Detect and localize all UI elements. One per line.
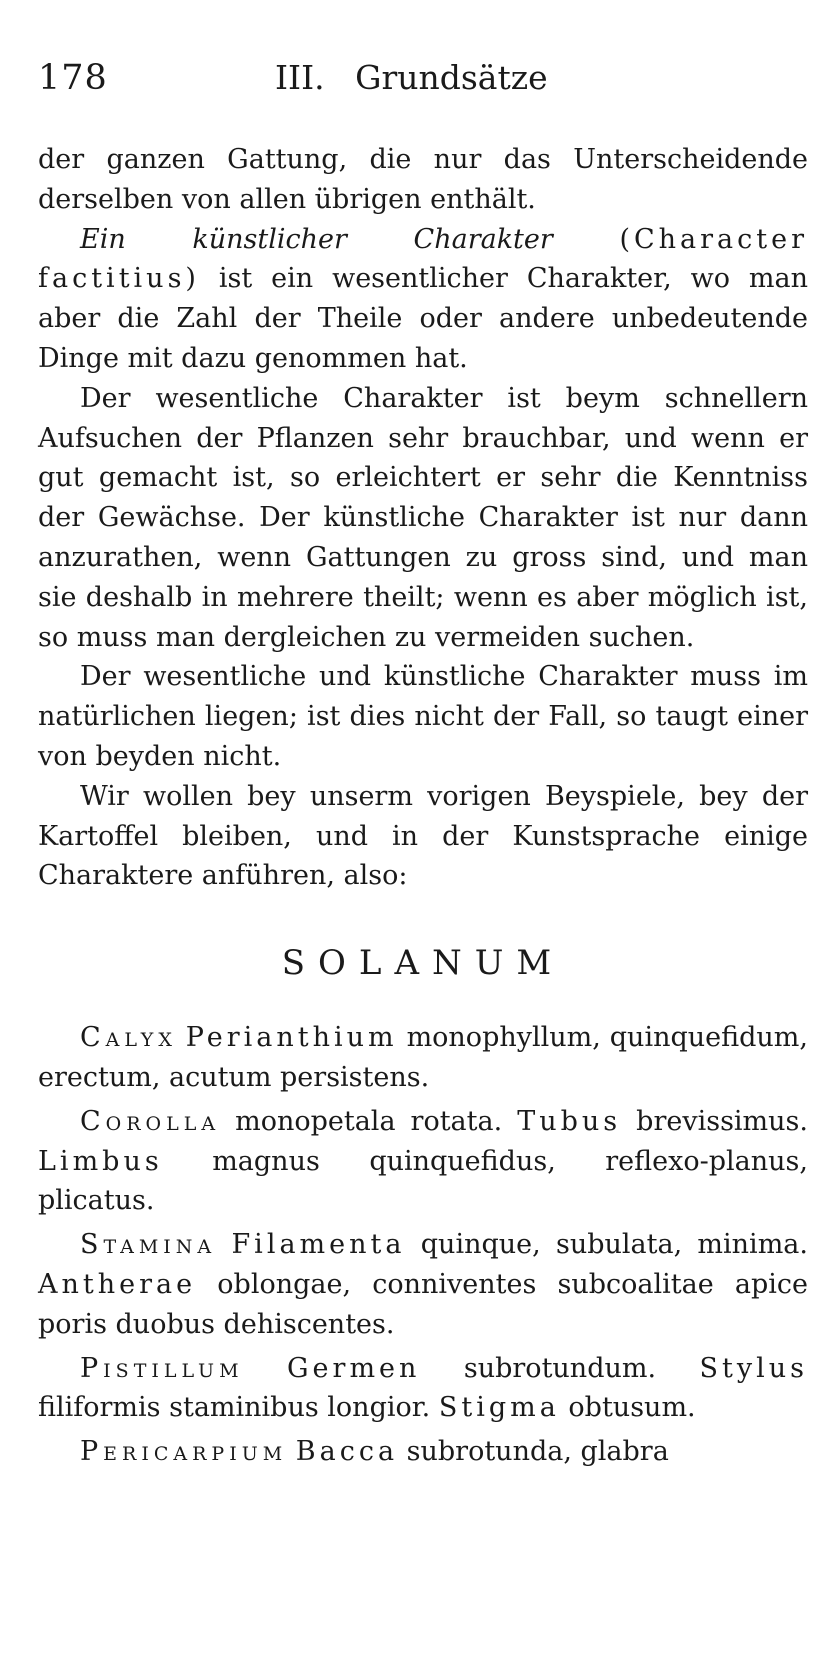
- pistillum-text-3: obtusum.: [568, 1392, 696, 1424]
- stamina-text-2: oblongae, conniventes subcoalitae apice poris duobus dehiscentes.: [38, 1268, 808, 1340]
- paragraph-essential-character: Der wesentliche Charakter ist beym schnellern Aufsuchen der Pflanzen sehr brauchbar, und wenn er gut gemacht ist, so erleichtert er sehr die Kenntniss der Gewächse. Der künstliche Charakter ist nur dann anzurathen, wenn Gattungen zu gross sind, und man sie deshalb in mehrere theilt; wenn es aber möglich ist, so muss man dergleichen zu vermeiden suchen.: [38, 382, 808, 653]
- section-heading: SOLANUM: [281, 943, 565, 984]
- stamina-text-1: quinque, subulata, minima.: [420, 1229, 808, 1261]
- page-header: [38, 58, 808, 108]
- term-stigma: Stigma: [438, 1392, 560, 1424]
- term-tubus: Tubus: [517, 1105, 622, 1137]
- term-antherae: Antherae: [38, 1268, 197, 1300]
- description-corolla: [38, 1102, 808, 1221]
- paragraph-text: ist ein wesentlicher Charakter, wo man aber die Zahl der Theile oder andere unbedeutende Dinge mit dazu genommen hat.: [38, 263, 808, 374]
- term-filamenta: Filamenta: [231, 1229, 406, 1261]
- latin-term: (Character factitius): [38, 223, 808, 295]
- pistillum-text-2: filiformis staminibus longior.: [38, 1392, 431, 1424]
- description-pistillum: [38, 1349, 808, 1429]
- pericarpium-text: subrotunda, glabra: [406, 1436, 669, 1468]
- label-pistillum: Pistillum: [80, 1352, 244, 1384]
- paragraph-artificial-character: [38, 220, 808, 379]
- corolla-text-3: magnus quinquefidus, reflexo-planus, plicatus.: [38, 1145, 808, 1217]
- paragraph-example-intro: Wir wollen bey unserm vorigen Beyspiele, bey der Kartoffel bleiben, und in der Kunstsprache einige Charaktere anführen, also:: [38, 780, 808, 892]
- term-limbus: Limbus: [38, 1145, 163, 1177]
- description-calyx: [38, 1018, 808, 1098]
- term-stylus: Stylus: [699, 1352, 808, 1384]
- corolla-text-1: monopetala rotata.: [235, 1105, 503, 1137]
- pistillum-text-1: subrotundum.: [463, 1352, 657, 1384]
- label-pericarpium: Pericarpium: [80, 1436, 288, 1468]
- paragraph-continuation: der ganzen Gattung, die nur das Unterscheidende derselben von allen übrigen enthält.: [38, 144, 808, 215]
- corolla-text-2: brevissimus.: [636, 1105, 808, 1137]
- page-number: 178: [38, 58, 108, 98]
- term-perianthium: Perianthium: [185, 1022, 398, 1054]
- term-germen: Germen: [286, 1352, 421, 1384]
- label-corolla: Corolla: [80, 1105, 221, 1137]
- running-head: III. Grundsätze: [275, 58, 548, 97]
- label-calyx: Calyx: [80, 1022, 177, 1054]
- term-bacca: Bacca: [295, 1436, 399, 1468]
- calyx-text: monophyllum, quinquefidum, erectum, acutum persistens.: [38, 1022, 808, 1093]
- page-body: [38, 140, 808, 1476]
- paragraph-natural-character: Der wesentliche und künstliche Charakter muss im natürlichen liegen; ist dies nicht der Fall, so taugt einer von beyden nicht.: [38, 661, 808, 772]
- description-stamina: [38, 1225, 808, 1344]
- label-stamina: Stamina: [80, 1229, 217, 1261]
- description-pericarpium: [38, 1432, 808, 1472]
- term-artificial-character: Ein künstlicher Charakter: [80, 223, 553, 255]
